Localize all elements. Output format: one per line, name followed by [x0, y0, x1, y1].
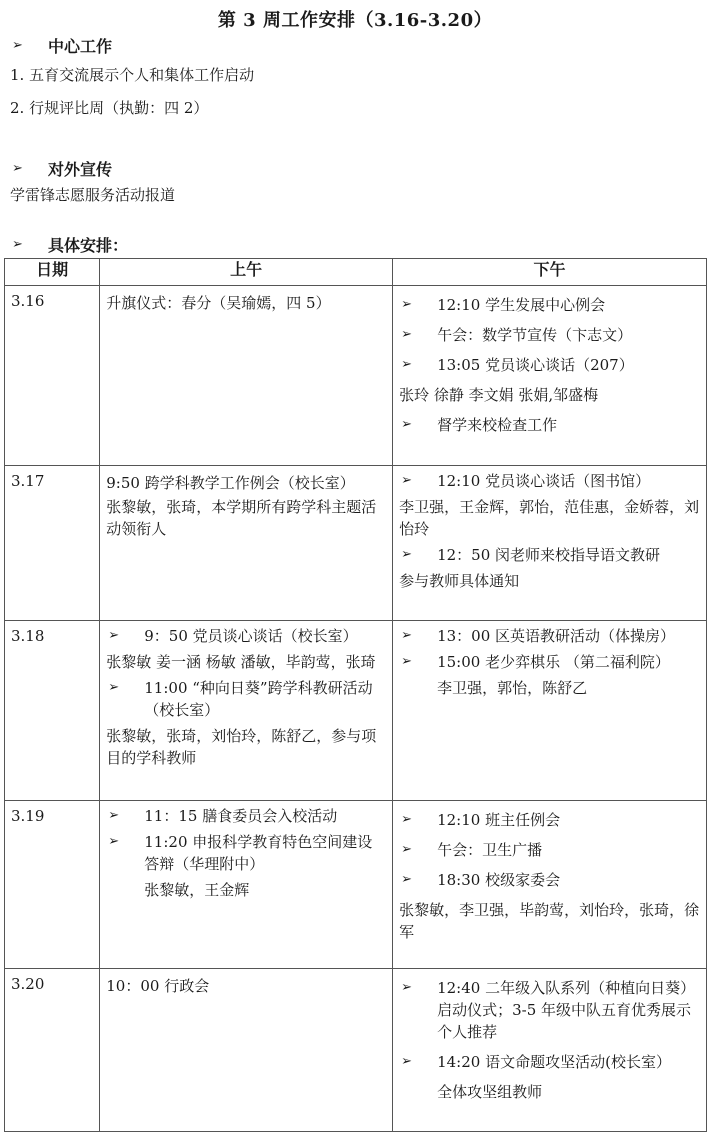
section-heading-label: 具体安排：	[48, 236, 129, 255]
item-text: 李卫强，郭怡，陈舒乙	[437, 679, 588, 697]
bullet-item	[399, 651, 700, 673]
arrow-bullet-icon: ➢	[401, 842, 412, 857]
cell-afternoon	[393, 286, 707, 466]
item-text: 11：15 膳食委员会入校活动	[144, 807, 338, 825]
arrow-bullet-icon: ➢	[12, 161, 23, 176]
bullet-item	[399, 1051, 700, 1073]
item-text: 12:10 班主任例会	[437, 811, 561, 829]
arrow-bullet-icon: ➢	[401, 980, 412, 995]
section-heading-label: 中心工作	[48, 37, 113, 56]
bullet-item	[399, 470, 700, 492]
arrow-bullet-icon: ➢	[401, 473, 412, 488]
cell-morning	[100, 286, 393, 466]
arrow-bullet-icon: ➢	[401, 547, 412, 562]
item-text: 12:40 二年级入队系列（种植向日葵）启动仪式；3-5 年级中队五育优秀展示个人推荐	[437, 979, 696, 1041]
arrow-bullet-icon: ➢	[401, 327, 412, 342]
item-text: 督学来校检查工作	[437, 416, 558, 434]
schedule-table	[4, 258, 707, 1132]
arrow-bullet-icon: ➢	[108, 680, 120, 695]
publicity-item-1: 学雷锋志愿服务活动报道	[10, 186, 176, 204]
bullet-item	[399, 809, 700, 831]
item-text: 9：50 党员谈心谈话（校长室）	[144, 627, 358, 645]
item-text: 11:20 申报科学教育特色空间建设答辩（华理附中）	[144, 833, 373, 873]
bullet-item	[399, 544, 700, 566]
section-heading-center-work	[12, 34, 112, 57]
cell-date: 3.18	[5, 621, 100, 801]
cell-afternoon	[393, 801, 707, 969]
item-text: 9:50 跨学科教学工作例会（校长室）	[106, 474, 355, 492]
table-row	[5, 621, 707, 801]
item-text: 张黎敏 姜一涵 杨敏 潘敏，毕韵莺，张琦	[106, 653, 376, 671]
item-text: 张黎敏，王金辉	[144, 881, 250, 899]
item-text: 升旗仪式：春分（吴瑜嫣，四 5）	[106, 294, 331, 312]
item-text: 18:30 校级家委会	[437, 871, 561, 889]
item-text: 午会：卫生广播	[437, 841, 543, 859]
item-text: 11:00 “种向日葵”跨学科教研活动（校长室）	[144, 679, 373, 719]
document-title: 第 3 周工作安排（3.16-3.20）	[217, 10, 493, 31]
item-text: 13：00 区英语教研活动（体操房）	[437, 627, 676, 645]
arrow-bullet-icon: ➢	[401, 872, 412, 887]
cell-afternoon	[393, 969, 707, 1132]
item-text: 10：00 行政会	[106, 977, 210, 995]
item-text: 张黎敏，张琦，刘怡玲，陈舒乙，参与项目的学科教师	[106, 727, 377, 767]
bullet-item	[399, 625, 700, 647]
cell-date: 3.16	[5, 286, 100, 466]
item-text: 参与教师具体通知	[399, 572, 520, 590]
item-text: 12:10 党员谈心谈话（图书馆）	[437, 472, 651, 490]
item-text: 14:20 语文命题攻坚活动(校长室）	[437, 1053, 671, 1071]
arrow-bullet-icon: ➢	[401, 357, 412, 372]
cell-morning	[100, 969, 393, 1132]
table-row	[5, 969, 707, 1132]
cell-date: 3.20	[5, 969, 100, 1132]
item-text: 全体攻坚组教师	[437, 1083, 543, 1101]
center-work-item-2: 2. 行规评比周（执勤：四 2）	[10, 99, 209, 117]
arrow-bullet-icon: ➢	[401, 654, 412, 669]
arrow-bullet-icon: ➢	[401, 812, 412, 827]
arrow-bullet-icon: ➢	[401, 1054, 412, 1069]
table-row	[5, 466, 707, 621]
item-text: 李卫强，王金辉，郭怡，范佳惠，金娇蓉，刘怡玲	[399, 498, 700, 538]
bullet-item	[106, 805, 386, 827]
section-heading-schedule	[12, 233, 128, 256]
cell-date: 3.17	[5, 466, 100, 621]
bullet-item	[106, 625, 386, 647]
arrow-bullet-icon: ➢	[108, 628, 120, 643]
arrow-bullet-icon: ➢	[401, 417, 412, 432]
item-text: 12:10 学生发展中心例会	[437, 296, 606, 314]
header-date: 日期	[5, 259, 100, 286]
item-text: 13:05 党员谈心谈话（207）	[437, 356, 634, 374]
bullet-item	[399, 324, 700, 346]
header-morning: 上午	[100, 259, 393, 286]
arrow-bullet-icon: ➢	[401, 628, 412, 643]
item-text: 15:00 老少弈棋乐 （第二福利院）	[437, 653, 670, 671]
item-text: 张玲 徐静 李文娟 张娟,邹盛梅	[399, 386, 599, 404]
arrow-bullet-icon: ➢	[12, 38, 23, 53]
bullet-item	[399, 294, 700, 316]
arrow-bullet-icon: ➢	[108, 808, 120, 823]
cell-morning	[100, 801, 393, 969]
cell-date: 3.19	[5, 801, 100, 969]
cell-afternoon	[393, 466, 707, 621]
section-heading-publicity	[12, 157, 112, 180]
table-header-row	[5, 259, 707, 286]
bullet-item	[399, 869, 700, 891]
bullet-item	[399, 354, 700, 376]
bullet-item	[106, 677, 386, 721]
table-row	[5, 801, 707, 969]
bullet-item	[106, 831, 386, 875]
arrow-bullet-icon: ➢	[108, 834, 120, 849]
cell-morning	[100, 621, 393, 801]
arrow-bullet-icon: ➢	[401, 297, 412, 312]
bullet-item	[399, 839, 700, 861]
item-text: 张黎敏，李卫强，毕韵莺，刘怡玲，张琦，徐军	[399, 901, 700, 941]
arrow-bullet-icon: ➢	[12, 237, 23, 252]
item-text: 12：50 闵老师来校指导语文教研	[437, 546, 661, 564]
cell-afternoon	[393, 621, 707, 801]
header-afternoon: 下午	[393, 259, 707, 286]
section-heading-label: 对外宣传	[48, 160, 113, 179]
item-text: 午会：数学节宣传（卞志文）	[437, 326, 633, 344]
item-text: 张黎敏，张琦，本学期所有跨学科主题活动领衔人	[106, 498, 377, 538]
center-work-item-1: 1. 五育交流展示个人和集体工作启动	[10, 66, 255, 84]
bullet-item	[399, 414, 700, 436]
table-row	[5, 286, 707, 466]
bullet-item	[399, 977, 700, 1043]
cell-morning	[100, 466, 393, 621]
